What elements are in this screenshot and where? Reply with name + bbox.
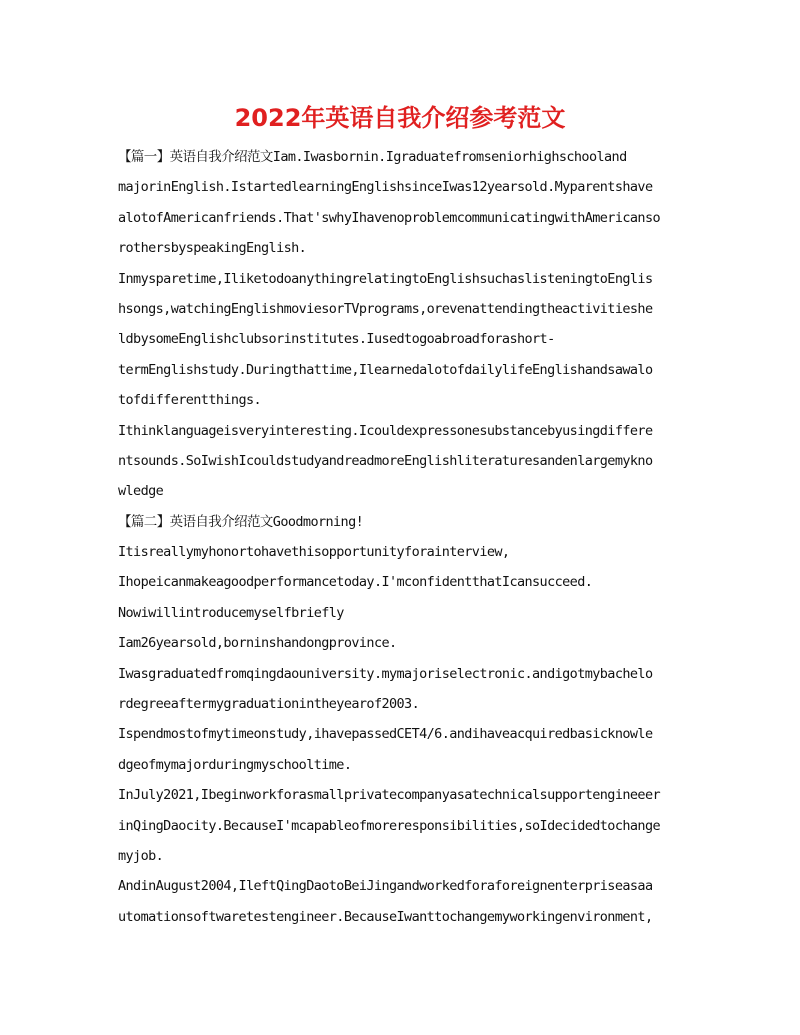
text-line: Ithinklanguageisveryinteresting.Icouldexpressonesubstancebyusingdiffere [118,422,653,439]
text-line: Ispendmostofmytimeonstudy,ihavepassedCET4/6.andihaveacquiredbasicknowle [118,726,653,743]
text-line: InJuly2021,Ibeginworkforasmallprivatecompanyasatechnicalsupportengineeer [118,787,660,804]
text-line: dgeofmymajorduringmyschooltime. [118,756,352,773]
text-line: rothersbyspeakingEnglish. [118,240,307,257]
document-title: 2022年英语自我介绍参考范文 [234,104,566,132]
text-line: majorinEnglish.IstartedlearningEnglishsinceIwas12yearsold.Myparentshave [118,179,653,196]
text-line: Iam26yearsold,borninshandongprovince. [118,635,397,652]
text-line: AndinAugust2004,IleftQingDaotoBeiJingandworkedforaforeignenterpriseasaa [118,878,653,895]
text-line: hsongs,watchingEnglishmoviesorTVprograms,orevenattendingtheactivitieshe [118,300,653,317]
text-line: 【篇二】英语自我介绍范文Goodmorning! [118,513,364,530]
text-line: termEnglishstudy.Duringthattime,IlearnedalotofdailylifeEnglishandsawalo [118,361,653,378]
text-line: 【篇一】英语自我介绍范文Iam.Iwasbornin.Igraduatefromseniorhighschooland [118,149,627,165]
text-line: tofdifferentthings. [118,392,262,409]
text-line: rdegreeaftermygraduationintheyearof2003. [118,696,420,713]
text-line: Inmysparetime,IliketodoanythingrelatingtoEnglishsuchaslisteningtoEnglis [118,270,653,287]
text-line: inQingDaocity.BecauseI'mcapableofmoreresponsibilities,soIdecidedtochange [118,817,660,834]
text-line: myjob. [118,847,164,864]
text-line: ldbysomeEnglishclubsorinstitutes.Iusedtogoabroadforashort- [118,331,555,348]
text-line: Itisreallymyhonortohavethisopportunityforainterview, [118,544,510,561]
text-line: Iwasgraduatedfromqingdaouniversity.mymajoriselectronic.andigotmybachelo [118,665,653,682]
document-body [118,142,688,932]
text-line: ntsounds.SoIwishIcouldstudyandreadmoreEnglishliteraturesandenlargemykno [118,452,653,469]
text-line: alotofAmericanfriends.That'swhyIhavenoproblemcommunicatingwithAmericanso [118,209,660,226]
text-line: wledge [118,483,164,500]
text-line: Nowiwillintroducemyselfbriefly [118,604,344,621]
text-line: utomationsoftwaretestengineer.BecauseIwanttochangemyworkingenvironment, [118,908,653,925]
text-line: Ihopeicanmakeagoodperformancetoday.I'mconfidentthatIcansucceed. [118,574,593,591]
